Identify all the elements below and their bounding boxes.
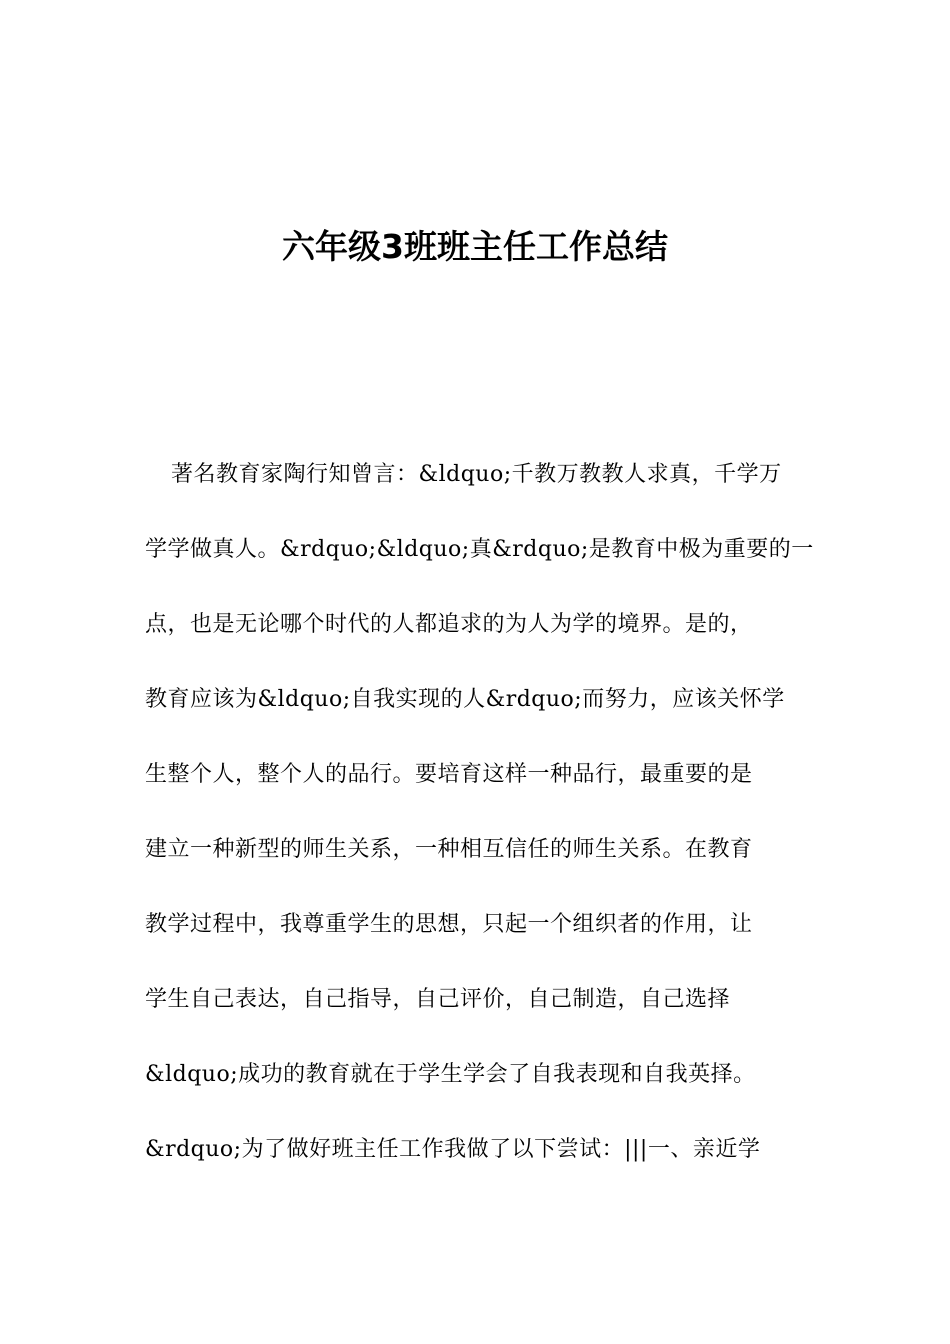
- body-line: &rdquo;为了做好班主任工作我做了以下尝试：|||一、亲近学: [145, 1137, 761, 1162]
- body-line: 著名教育家陶行知曾言：&ldquo;千教万教教人求真，千学万: [171, 462, 782, 487]
- body-line: 生整个人，整个人的品行。要培育这样一种品行，最重要的是: [145, 762, 753, 787]
- document-title: 六年级3班班主任工作总结: [282, 227, 668, 266]
- body-line: 学学做真人。&rdquo;&ldquo;真&rdquo;是教育中极为重要的一: [145, 537, 814, 562]
- body-line: 教育应该为&ldquo;自我实现的人&rdquo;而努力，应该关怀学: [145, 687, 785, 712]
- body-line: 点，也是无论哪个时代的人都追求的为人为学的境界。是的，: [145, 612, 753, 637]
- body-line: 学生自己表达，自己指导，自己评价，自己制造，自己选择: [145, 987, 731, 1012]
- body-line: 教学过程中，我尊重学生的思想，只起一个组织者的作用，让: [145, 912, 753, 937]
- body-line: &ldquo;成功的教育就在于学生学会了自我表现和自我英择。: [145, 1062, 756, 1087]
- body-line: 建立一种新型的师生关系，一种相互信任的师生关系。在教育: [145, 837, 753, 862]
- document-body: [145, 455, 825, 1205]
